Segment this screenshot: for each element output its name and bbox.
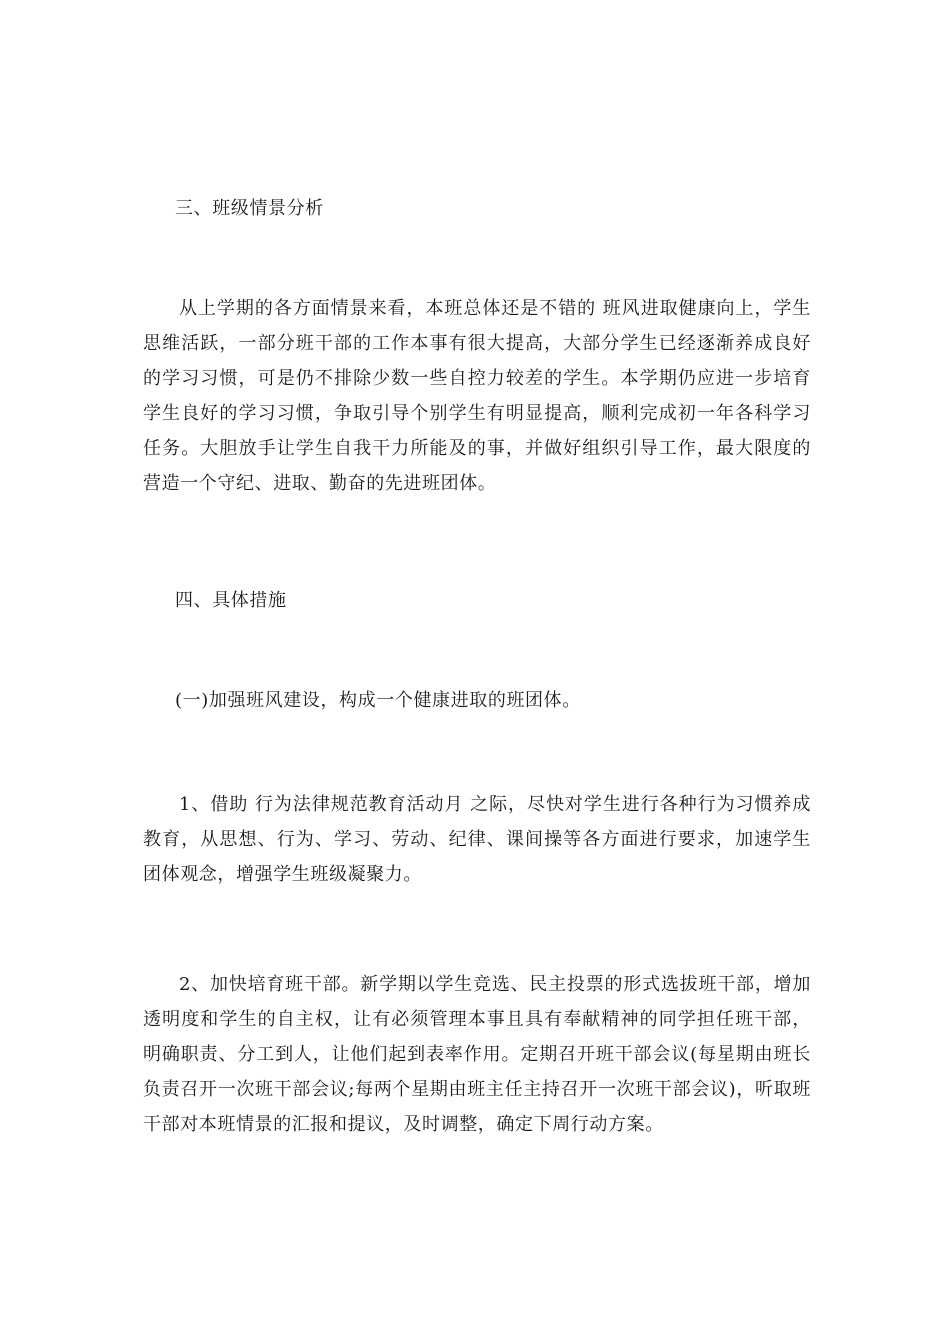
section-heading-class-analysis: 三、班级情景分析 [175,198,324,219]
paragraph-item-1: 1、借助 行为法律规范教育活动月 之际，尽快对学生进行各种行为习惯养成教育，从思想、行为、学习、劳动、纪律、课间操等各方面进行要求，加速学生团体观念，增强学生班级凝聚力。 [143,794,811,885]
paragraph-item-2: 2、加快培育班干部。新学期以学生竞选、民主投票的形式选拔班干部，增加透明度和学生的自主权，让有必须管理本事且具有奉献精神的同学担任班干部，明确职责、分工到人，让他们起到表率作用。定期召开班干部会议(每星期由班长负责召开一次班干部会议;每两个星期由班主任主持召开一次班干部会议)，听取班干部对本班情景的汇报和提议，及时调整，确定下周行动方案。 [143,974,811,1135]
section-heading-specific-measures: 四、具体措施 [175,590,287,611]
subsection-heading-class-style: (一)加强班风建设，构成一个健康进取的班团体。 [175,690,581,711]
paragraph-class-analysis: 从上学期的各方面情景来看，本班总体还是不错的 班风进取健康向上，学生思维活跃，一部分班干部的工作本事有很大提高，大部分学生已经逐渐养成良好的学习习惯，可是仍不排除少数一些自控力较差的学生。本学期仍应进一步培育学生良好的学习习惯，争取引导个别学生有明显提高，顺利完成初一年各科学习任务。大胆放手让学生自我干力所能及的事，并做好组织引导工作，最大限度的营造一个守纪、进取、勤奋的先进班团体。 [143,298,811,494]
